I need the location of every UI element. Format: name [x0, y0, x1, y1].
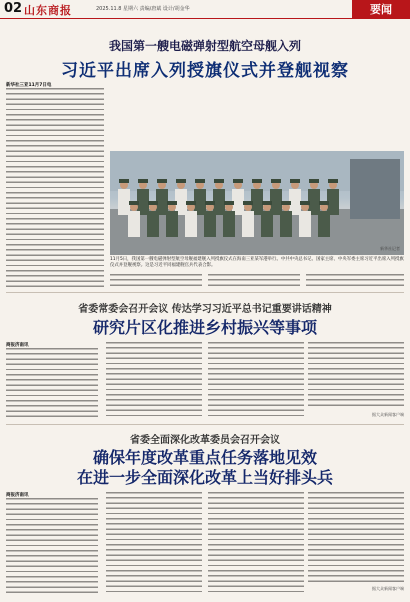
article2-column-3 — [208, 342, 304, 420]
section-tag: 要闻 — [352, 0, 410, 19]
article2-column-1 — [6, 348, 98, 420]
article3-headline-line1: 确保年度改革重点任务落地见效 — [92, 448, 317, 467]
article1-headline: 习近平出席入列授旗仪式并登舰视察 — [61, 61, 349, 81]
article3-headline-line2: 在进一步全面深化改革上当好排头兵 — [76, 468, 333, 487]
article1-column-3 — [208, 274, 300, 288]
article1-column-4 — [306, 274, 404, 288]
article2-column-2 — [106, 342, 202, 420]
article3-column-2 — [106, 492, 202, 596]
article2-byline: 商报济南讯 — [6, 343, 29, 348]
article3-source: 据大众新闻客户端 — [372, 586, 404, 591]
article2-column-4 — [308, 342, 404, 406]
article1-column-1 — [6, 88, 104, 288]
article1-column-2 — [110, 274, 202, 288]
article3-kicker: 省委全面深化改革委员会召开会议 — [130, 435, 280, 446]
article1-photo — [110, 151, 404, 255]
photo-credit: 新华社记者 — [380, 246, 400, 251]
masthead-rule — [0, 18, 410, 19]
article1-byline: 新华社三亚11月7日电 — [6, 83, 52, 88]
publication-name: 山东商报 — [24, 4, 72, 17]
article2-source: 据大众新闻客户端 — [372, 412, 404, 417]
article3-column-1 — [6, 498, 98, 596]
article1-photo-caption: 11月5日，我国第一艘电磁弹射型航空母舰福建舰入列授旗仪式在海南三亚某军港举行。中共中央总书记、国家主席、中央军委主席习近平出席入列授旗仪式并登舰视察。这是习近平同福建舰官兵代表合影。 — [110, 257, 404, 268]
group-photo-illustration — [110, 151, 404, 255]
article2-kicker: 省委常委会召开会议 传达学习习近平总书记重要讲话精神 — [78, 304, 332, 315]
article2-headline: 研究片区化推进乡村振兴等事项 — [92, 318, 317, 337]
section-divider-1 — [6, 292, 404, 293]
article3-column-4 — [308, 492, 404, 582]
article1-kicker: 我国第一艘电磁弹射型航空母舰入列 — [108, 39, 301, 53]
section-divider-2 — [6, 424, 404, 425]
page-number: 02 — [4, 1, 23, 16]
dateline: 2025.11.8 星期六 责编/唐斌 设计/胡金华 — [96, 6, 190, 12]
article3-column-3 — [208, 492, 304, 596]
article3-byline: 商报济南讯 — [6, 493, 29, 498]
